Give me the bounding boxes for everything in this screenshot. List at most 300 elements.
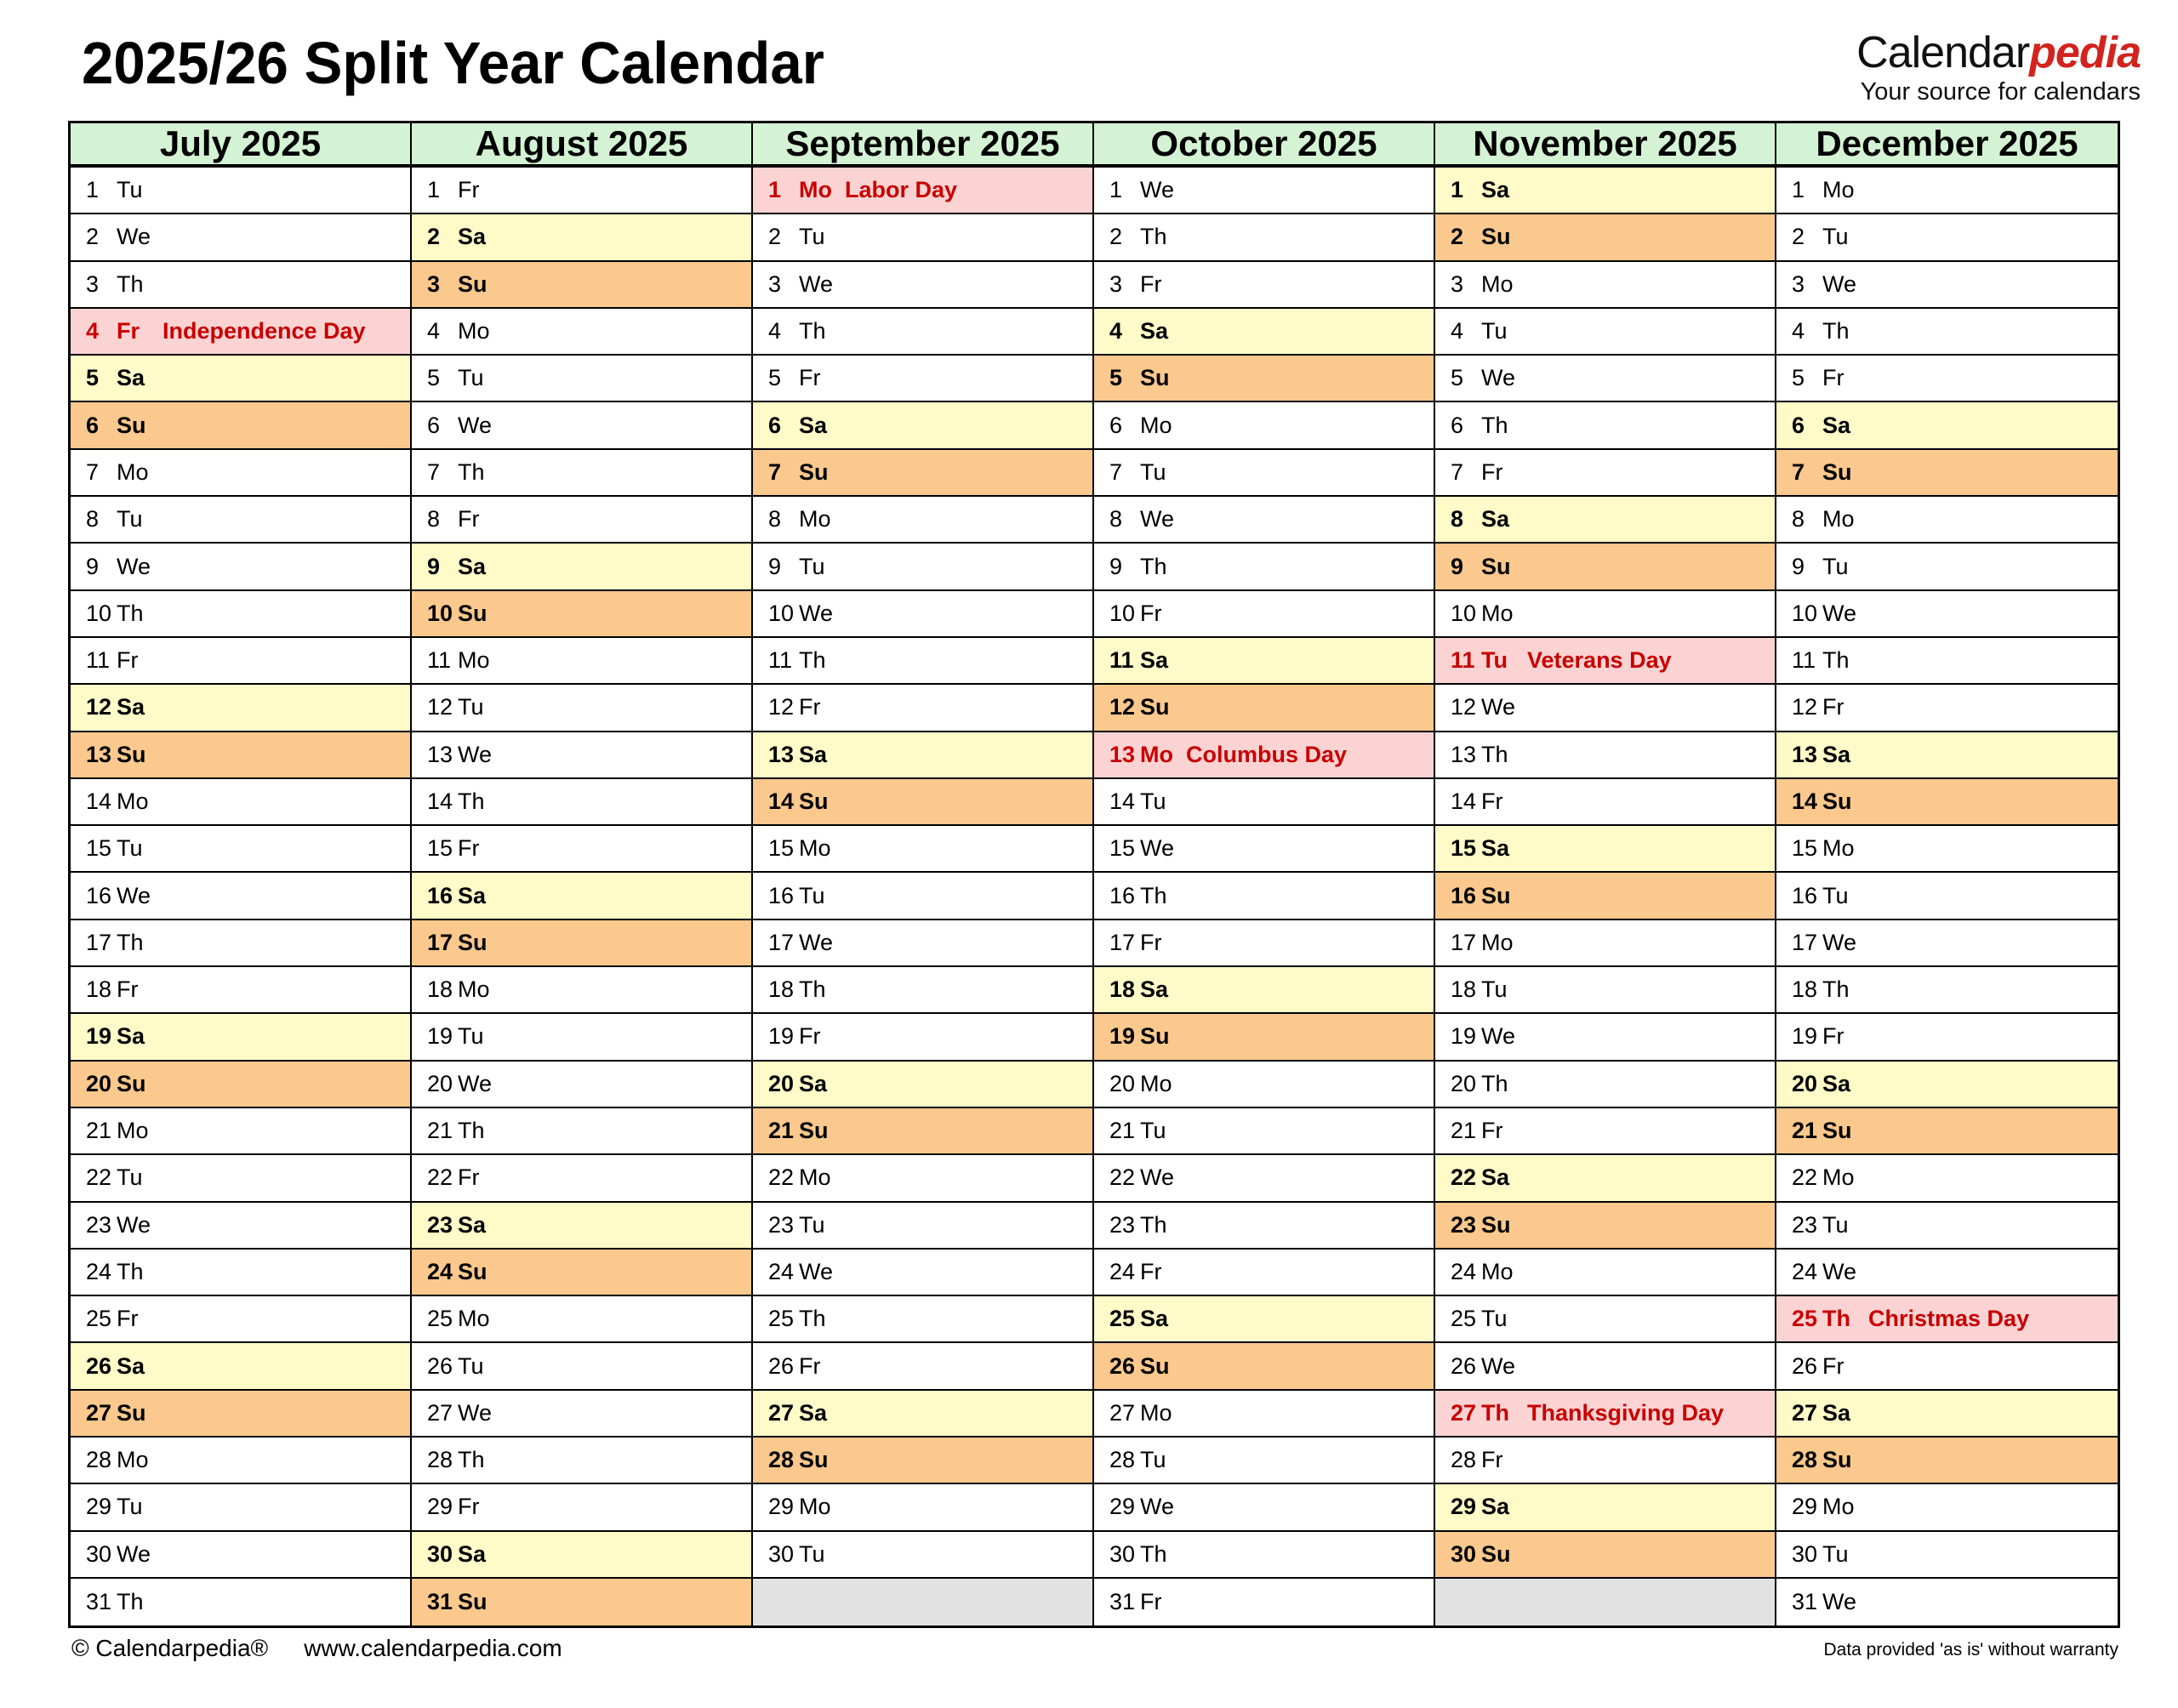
day-number: 30 — [768, 1540, 795, 1567]
day-cell — [1094, 1391, 1435, 1438]
weekday-label: Mo — [458, 647, 490, 674]
weekday-label: Th — [117, 1589, 144, 1615]
day-cell — [412, 450, 753, 497]
weekday-label: Mo — [1140, 1399, 1172, 1426]
day-number: 21 — [1109, 1118, 1136, 1144]
day-cell — [1776, 544, 2118, 590]
day-number: 14 — [1792, 789, 1818, 814]
weekday-label: Sa — [1822, 1399, 1851, 1426]
day-number: 16 — [427, 882, 453, 908]
weekday-label: Fr — [799, 694, 821, 720]
day-number: 7 — [86, 458, 100, 485]
day-number: 29 — [1451, 1494, 1477, 1520]
weekday-label: Th — [1822, 1306, 1850, 1332]
day-cell — [1435, 1484, 1776, 1531]
logo-wordmark — [1856, 28, 2141, 77]
day-number: 9 — [1792, 553, 1805, 579]
weekday-label: Tu — [1481, 976, 1508, 1003]
day-cell — [1435, 732, 1776, 779]
weekday-label: Fr — [1822, 1352, 1844, 1379]
day-number: 26 — [1451, 1352, 1477, 1379]
weekday-label: We — [1140, 506, 1175, 532]
day-number: 20 — [768, 1070, 795, 1096]
day-cell — [1435, 214, 1776, 261]
day-cell — [1094, 356, 1435, 402]
day-cell — [753, 1108, 1094, 1155]
weekday-label: Sa — [799, 1399, 828, 1426]
day-cell — [1435, 1155, 1776, 1202]
month-header-label: October 2025 — [1150, 123, 1377, 163]
weekday-label: Su — [799, 1447, 829, 1473]
day-number: 30 — [86, 1540, 112, 1567]
weekday-label: Tu — [1822, 553, 1849, 579]
split-year-calendar-grid — [68, 121, 2120, 1628]
weekday-label: Fr — [458, 506, 480, 532]
day-cell — [1094, 544, 1435, 590]
day-cell — [412, 402, 753, 449]
weekday-label: Su — [799, 1118, 829, 1144]
day-cell — [1094, 1203, 1435, 1250]
month-header — [753, 123, 1094, 168]
day-cell — [412, 497, 753, 544]
day-number: 8 — [86, 506, 100, 532]
weekday-label: Sa — [1481, 1164, 1510, 1191]
weekday-label: Tu — [1140, 1118, 1166, 1144]
day-number: 22 — [1109, 1164, 1136, 1191]
day-cell — [1776, 450, 2118, 497]
day-cell — [412, 1343, 753, 1390]
day-number: 9 — [427, 553, 441, 579]
weekday-label: Su — [1481, 224, 1511, 250]
day-cell — [412, 1484, 753, 1531]
day-number: 24 — [1451, 1258, 1477, 1284]
day-cell — [71, 732, 412, 779]
day-cell — [1776, 826, 2118, 873]
day-cell — [71, 1155, 412, 1202]
day-number: 12 — [1109, 694, 1136, 720]
weekday-label: Th — [1822, 976, 1850, 1003]
weekday-label: Th — [799, 976, 826, 1003]
weekday-label: Sa — [1481, 177, 1510, 203]
weekday-label: Mo — [117, 458, 149, 485]
day-number: 1 — [427, 177, 441, 203]
holiday-label: Thanksgiving Day — [1527, 1399, 1725, 1426]
day-cell — [71, 873, 412, 919]
weekday-label: Fr — [1822, 694, 1844, 720]
day-cell — [1435, 1438, 1776, 1484]
weekday-label: Tu — [117, 1494, 143, 1520]
day-cell — [1094, 873, 1435, 919]
day-number: 15 — [1451, 835, 1477, 862]
day-number: 27 — [1451, 1399, 1477, 1426]
day-cell — [412, 1438, 753, 1484]
weekday-label: Su — [1140, 1023, 1170, 1050]
day-cell — [753, 544, 1094, 590]
day-cell — [1094, 732, 1435, 779]
day-number: 10 — [1451, 600, 1477, 626]
day-number: 19 — [1451, 1023, 1477, 1050]
day-cell — [412, 1296, 753, 1343]
day-number: 25 — [1792, 1306, 1818, 1332]
day-number: 8 — [768, 506, 782, 532]
day-cell — [1094, 920, 1435, 967]
day-cell — [753, 1391, 1094, 1438]
day-number: 12 — [1792, 694, 1818, 720]
weekday-label: Th — [799, 1306, 826, 1332]
day-number: 23 — [427, 1211, 453, 1238]
day-number: 18 — [1451, 976, 1477, 1003]
day-cell — [753, 497, 1094, 544]
weekday-label: Fr — [1140, 270, 1162, 297]
day-number: 12 — [86, 694, 112, 720]
calendarpedia-logo — [1856, 28, 2141, 105]
weekday-label: Th — [117, 600, 144, 626]
day-number: 15 — [1109, 835, 1136, 862]
day-cell — [412, 1108, 753, 1155]
weekday-label: Th — [1140, 1540, 1167, 1567]
day-cell — [753, 309, 1094, 356]
day-number: 17 — [1451, 929, 1477, 955]
day-cell — [1094, 1250, 1435, 1296]
weekday-label: Mo — [1140, 1070, 1172, 1096]
weekday-label: Su — [117, 1399, 146, 1426]
weekday-label: We — [1822, 1589, 1857, 1615]
day-number: 31 — [427, 1589, 453, 1615]
day-cell — [71, 1250, 412, 1296]
day-number: 28 — [1451, 1447, 1477, 1473]
day-cell — [1776, 497, 2118, 544]
weekday-label: Fr — [1140, 929, 1162, 955]
day-number: 18 — [1109, 976, 1136, 1003]
weekday-label: We — [117, 882, 151, 908]
day-cell — [1776, 1579, 2118, 1625]
footer-disclaimer: Data provided 'as is' without warranty — [1823, 1640, 2118, 1660]
day-cell — [753, 967, 1094, 1014]
day-cell — [1776, 262, 2118, 309]
day-cell — [1776, 1296, 2118, 1343]
weekday-label: Su — [1822, 789, 1852, 814]
day-number: 17 — [86, 929, 112, 955]
day-cell — [71, 214, 412, 261]
day-cell — [1435, 544, 1776, 590]
day-number: 22 — [768, 1164, 795, 1191]
day-cell — [412, 1250, 753, 1296]
day-cell — [1435, 309, 1776, 356]
day-cell — [1435, 1296, 1776, 1343]
day-cell — [1094, 1484, 1435, 1531]
weekday-label: Su — [1822, 1447, 1852, 1473]
day-cell — [1776, 1484, 2118, 1531]
day-cell — [1094, 214, 1435, 261]
weekday-label: Tu — [458, 1352, 484, 1379]
weekday-label: Tu — [1481, 318, 1508, 344]
day-cell — [1435, 1391, 1776, 1438]
day-number: 13 — [86, 741, 112, 767]
day-cell — [1776, 967, 2118, 1014]
day-cell — [1435, 356, 1776, 402]
holiday-label: Independence Day — [162, 318, 366, 344]
day-cell — [753, 1014, 1094, 1061]
day-cell — [1094, 967, 1435, 1014]
day-number: 11 — [1109, 647, 1134, 674]
month-header — [71, 123, 412, 168]
day-number: 3 — [427, 270, 441, 297]
day-number: 5 — [1451, 365, 1464, 391]
day-number: 26 — [1109, 1352, 1136, 1379]
day-cell — [1776, 1250, 2118, 1296]
weekday-label: We — [458, 741, 493, 767]
day-number: 2 — [768, 224, 782, 250]
day-number: 28 — [1792, 1447, 1818, 1473]
weekday-label: Su — [1822, 1118, 1852, 1144]
day-number: 15 — [427, 835, 453, 862]
weekday-label: Th — [1822, 318, 1850, 344]
weekday-label: We — [458, 1399, 493, 1426]
day-number: 29 — [768, 1494, 795, 1520]
day-cell — [1776, 685, 2118, 732]
day-cell — [1776, 402, 2118, 449]
weekday-label: Sa — [1140, 647, 1169, 674]
day-number: 21 — [427, 1118, 453, 1144]
weekday-label: Tu — [458, 694, 484, 720]
day-cell — [1094, 402, 1435, 449]
day-cell — [1094, 1579, 1435, 1625]
month-header — [1435, 123, 1776, 168]
weekday-label: Fr — [458, 177, 480, 203]
weekday-label: Mo — [458, 318, 490, 344]
day-number: 19 — [86, 1023, 112, 1050]
day-cell — [412, 1062, 753, 1108]
weekday-label: Th — [1481, 1070, 1508, 1096]
day-cell — [412, 967, 753, 1014]
day-number: 30 — [1451, 1540, 1477, 1567]
weekday-label: Su — [1140, 365, 1170, 391]
day-cell — [1435, 779, 1776, 826]
day-number: 5 — [427, 365, 441, 391]
day-cell — [1776, 1108, 2118, 1155]
weekday-label: Fr — [799, 365, 821, 391]
weekday-label: We — [1481, 1023, 1516, 1050]
weekday-label: Sa — [1481, 835, 1510, 862]
day-cell — [71, 1296, 412, 1343]
day-number: 14 — [86, 789, 112, 814]
day-number: 5 — [768, 365, 782, 391]
weekday-label: We — [1140, 1494, 1175, 1520]
day-number: 1 — [86, 177, 100, 203]
day-cell — [1776, 168, 2118, 214]
weekday-label: Tu — [799, 1211, 825, 1238]
day-cell — [753, 402, 1094, 449]
day-number: 23 — [86, 1211, 112, 1238]
day-number: 9 — [768, 553, 782, 579]
day-cell — [1435, 168, 1776, 214]
day-cell — [71, 1062, 412, 1108]
day-cell — [753, 732, 1094, 779]
weekday-label: We — [1140, 835, 1175, 862]
day-number: 7 — [768, 458, 782, 485]
weekday-label: Th — [458, 458, 485, 485]
weekday-label: Mo — [117, 789, 149, 814]
day-number: 26 — [1792, 1352, 1818, 1379]
weekday-label: We — [1822, 1258, 1857, 1284]
weekday-label: Mo — [1822, 1164, 1855, 1191]
weekday-label: Tu — [1140, 1447, 1166, 1473]
day-cell — [412, 1579, 753, 1625]
day-cell — [412, 873, 753, 919]
day-number: 19 — [768, 1023, 795, 1050]
day-number: 16 — [768, 882, 795, 908]
weekday-label: Mo — [799, 1164, 831, 1191]
day-cell — [71, 497, 412, 544]
weekday-label: Mo — [1822, 177, 1855, 203]
day-cell — [1435, 1014, 1776, 1061]
weekday-label: Th — [1140, 1211, 1167, 1238]
day-cell — [1435, 1532, 1776, 1579]
day-number: 21 — [86, 1118, 112, 1144]
weekday-label: Fr — [1481, 458, 1503, 485]
day-cell — [1776, 638, 2118, 685]
day-cell — [1776, 732, 2118, 779]
weekday-label: Su — [1140, 694, 1170, 720]
day-cell — [1435, 402, 1776, 449]
day-number: 18 — [768, 976, 795, 1003]
weekday-label: We — [1822, 600, 1857, 626]
day-number: 5 — [86, 365, 100, 391]
day-cell — [753, 1250, 1094, 1296]
day-number: 9 — [86, 553, 100, 579]
day-number: 20 — [427, 1070, 453, 1096]
day-number: 3 — [1451, 270, 1464, 297]
weekday-label: Sa — [458, 553, 487, 579]
day-number: 6 — [86, 412, 100, 438]
logo-tagline: Your source for calendars — [1860, 78, 2141, 105]
day-number: 7 — [1451, 458, 1464, 485]
weekday-label: Mo — [1140, 741, 1173, 767]
day-cell — [753, 262, 1094, 309]
day-cell — [412, 356, 753, 402]
day-cell — [1094, 685, 1435, 732]
day-number: 4 — [768, 318, 782, 344]
day-cell — [753, 920, 1094, 967]
weekday-label: Sa — [1140, 976, 1169, 1003]
month-header-label: September 2025 — [785, 123, 1060, 163]
weekday-label: Th — [1140, 882, 1167, 908]
day-cell — [1435, 262, 1776, 309]
weekday-label: Tu — [117, 835, 143, 862]
day-cell — [71, 920, 412, 967]
day-cell — [71, 544, 412, 590]
day-cell — [1776, 1343, 2118, 1390]
day-number: 13 — [1451, 741, 1477, 767]
day-cell — [71, 826, 412, 873]
day-number: 22 — [86, 1164, 112, 1191]
day-number: 23 — [1792, 1211, 1818, 1238]
month-header-label: November 2025 — [1473, 123, 1737, 163]
weekday-label: Fr — [1140, 1258, 1162, 1284]
day-cell — [753, 1062, 1094, 1108]
weekday-label: Th — [1481, 412, 1508, 438]
day-cell — [1094, 450, 1435, 497]
day-number: 19 — [1792, 1023, 1818, 1050]
weekday-label: We — [799, 929, 834, 955]
day-number: 6 — [1792, 412, 1805, 438]
holiday-label: Veterans Day — [1527, 647, 1672, 674]
day-cell — [1094, 168, 1435, 214]
page-title: 2025/26 Split Year Calendar — [82, 30, 824, 96]
day-cell — [71, 1343, 412, 1390]
weekday-label: Th — [799, 318, 826, 344]
weekday-label: Th — [117, 270, 144, 297]
weekday-label: Sa — [1140, 1306, 1169, 1332]
weekday-label: Fr — [1481, 789, 1503, 814]
day-cell — [1776, 779, 2118, 826]
day-number: 27 — [1109, 1399, 1136, 1426]
day-cell — [71, 1484, 412, 1531]
day-number: 31 — [1109, 1589, 1136, 1615]
day-number: 8 — [1792, 506, 1805, 532]
day-number: 18 — [1792, 976, 1818, 1003]
day-cell — [1094, 1155, 1435, 1202]
weekday-label: Mo — [458, 1306, 490, 1332]
day-number: 4 — [1109, 318, 1123, 344]
day-cell — [1776, 1438, 2118, 1484]
day-cell — [753, 826, 1094, 873]
day-number: 24 — [1792, 1258, 1818, 1284]
holiday-label: Christmas Day — [1868, 1306, 2030, 1332]
day-number: 12 — [427, 694, 453, 720]
day-number: 18 — [427, 976, 453, 1003]
day-cell — [71, 450, 412, 497]
day-number: 15 — [768, 835, 795, 862]
day-number: 24 — [1109, 1258, 1136, 1284]
day-number: 3 — [768, 270, 782, 297]
weekday-label: We — [458, 1070, 493, 1096]
weekday-label: Sa — [117, 694, 145, 720]
day-number: 6 — [1109, 412, 1123, 438]
day-number: 11 — [427, 647, 452, 674]
weekday-label: Su — [117, 741, 146, 767]
weekday-label: Th — [458, 1118, 485, 1144]
month-header-label: August 2025 — [475, 123, 688, 163]
weekday-label: Mo — [1822, 835, 1855, 862]
footer-copyright — [71, 1635, 562, 1662]
weekday-label: Sa — [1140, 318, 1169, 344]
day-cell — [71, 591, 412, 638]
day-cell — [412, 920, 753, 967]
day-number: 14 — [768, 789, 795, 814]
day-number: 12 — [768, 694, 795, 720]
weekday-label: We — [1822, 270, 1857, 297]
day-number: 16 — [1109, 882, 1136, 908]
day-number: 27 — [768, 1399, 795, 1426]
weekday-label: Su — [799, 789, 829, 814]
weekday-label: Th — [799, 647, 826, 674]
day-number: 2 — [427, 224, 441, 250]
day-cell — [1094, 1438, 1435, 1484]
day-number: 19 — [427, 1023, 453, 1050]
weekday-label: Mo — [1481, 929, 1514, 955]
day-cell — [412, 732, 753, 779]
day-number: 20 — [86, 1070, 112, 1096]
day-number: 11 — [1792, 647, 1816, 674]
day-cell — [1435, 1203, 1776, 1250]
day-cell — [412, 779, 753, 826]
day-number: 17 — [1109, 929, 1136, 955]
day-cell — [1094, 638, 1435, 685]
weekday-label: Tu — [117, 506, 143, 532]
day-number: 20 — [1792, 1070, 1818, 1096]
day-number: 26 — [427, 1352, 453, 1379]
